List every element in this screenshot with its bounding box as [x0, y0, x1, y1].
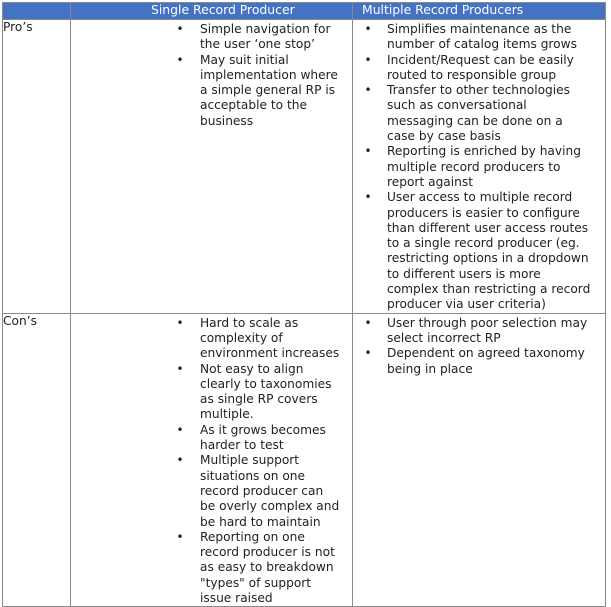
bullet-text: Not easy to align clearly to taxonomies as single RP covers multiple. [200, 361, 332, 422]
bullet-item [71, 530, 352, 606]
header-row [3, 3, 606, 20]
bullet-text: Dependent on agreed taxonomy being in place [387, 346, 585, 376]
bullet-text: Reporting is enriched by having multiple record producers to report against [387, 144, 581, 189]
bullet-text: User access to multiple record producers is easier to configure than different user access routes to a single record producer (eg. restricting options in a dropdown to different users is more complex than restricting a record producer via user criteria) [387, 190, 591, 312]
bullet-item [71, 423, 352, 454]
cons-single-cell [71, 313, 353, 607]
bullet-text: As it grows becomes harder to test [200, 422, 326, 453]
cons-row [3, 313, 606, 607]
bullet-item [353, 22, 605, 53]
pros-label: Pro’s [3, 20, 71, 314]
cons-single-list [71, 314, 352, 607]
comparison-table [2, 2, 606, 607]
bullet-item [353, 316, 605, 347]
bullet-dot-icon: • [364, 83, 372, 98]
bullet-dot-icon: • [364, 315, 372, 330]
bullet-text: Simplifies maintenance as the number of catalog items grows [387, 22, 577, 52]
bullet-item [353, 346, 605, 377]
bullet-dot-icon: • [364, 190, 372, 205]
bullet-dot-icon: • [176, 22, 184, 36]
bullet-text: Hard to scale as complexity of environment increases [200, 315, 340, 361]
bullet-text: Transfer to other technologies such as conversational messaging can be done on a case by case basis [387, 83, 571, 144]
header-empty-cell [3, 3, 71, 20]
pros-row [3, 20, 606, 314]
pros-single-cell [71, 20, 353, 314]
bullet-text: Multiple support situations on one record producer can be overly complex and be hard to maintain [200, 453, 340, 529]
pros-single-list [71, 20, 352, 129]
bullet-text: Incident/Request can be easily routed to responsible group [387, 52, 574, 82]
bullet-item [71, 453, 352, 529]
bullet-text: Simple navigation for the user ‘one stop’ [200, 22, 331, 52]
bullet-dot-icon: • [364, 22, 372, 36]
cons-label: Con’s [3, 313, 71, 607]
bullet-dot-icon: • [364, 346, 372, 361]
bullet-item [71, 22, 352, 53]
bullet-item [71, 53, 352, 129]
bullet-item [353, 190, 605, 312]
bullet-dot-icon: • [364, 144, 372, 159]
cons-multiple-cell [353, 313, 606, 607]
header-single-record-producer: Single Record Producer [71, 3, 353, 20]
cons-multiple-list [353, 314, 605, 377]
bullet-text: Reporting on one record producer is not as easy to breakdown "types" of support issue raised [200, 529, 335, 605]
bullet-item [71, 362, 352, 423]
pros-multiple-list [353, 20, 605, 313]
bullet-dot-icon: • [364, 52, 372, 67]
bullet-dot-icon: • [176, 52, 184, 67]
bullet-dot-icon: • [176, 453, 184, 468]
bullet-item [71, 316, 352, 362]
header-multiple-record-producers: Multiple Record Producers [353, 3, 606, 20]
bullet-text: User through poor selection may select incorrect RP [387, 315, 588, 345]
bullet-dot-icon: • [176, 529, 184, 544]
bullet-item [353, 144, 605, 190]
bullet-dot-icon: • [176, 315, 184, 330]
bullet-dot-icon: • [176, 361, 184, 376]
bullet-dot-icon: • [176, 422, 184, 437]
pros-multiple-cell [353, 20, 606, 314]
bullet-item [353, 53, 605, 84]
bullet-text: May suit initial implementation where a simple general RP is acceptable to the business [200, 52, 338, 128]
bullet-item [353, 83, 605, 144]
